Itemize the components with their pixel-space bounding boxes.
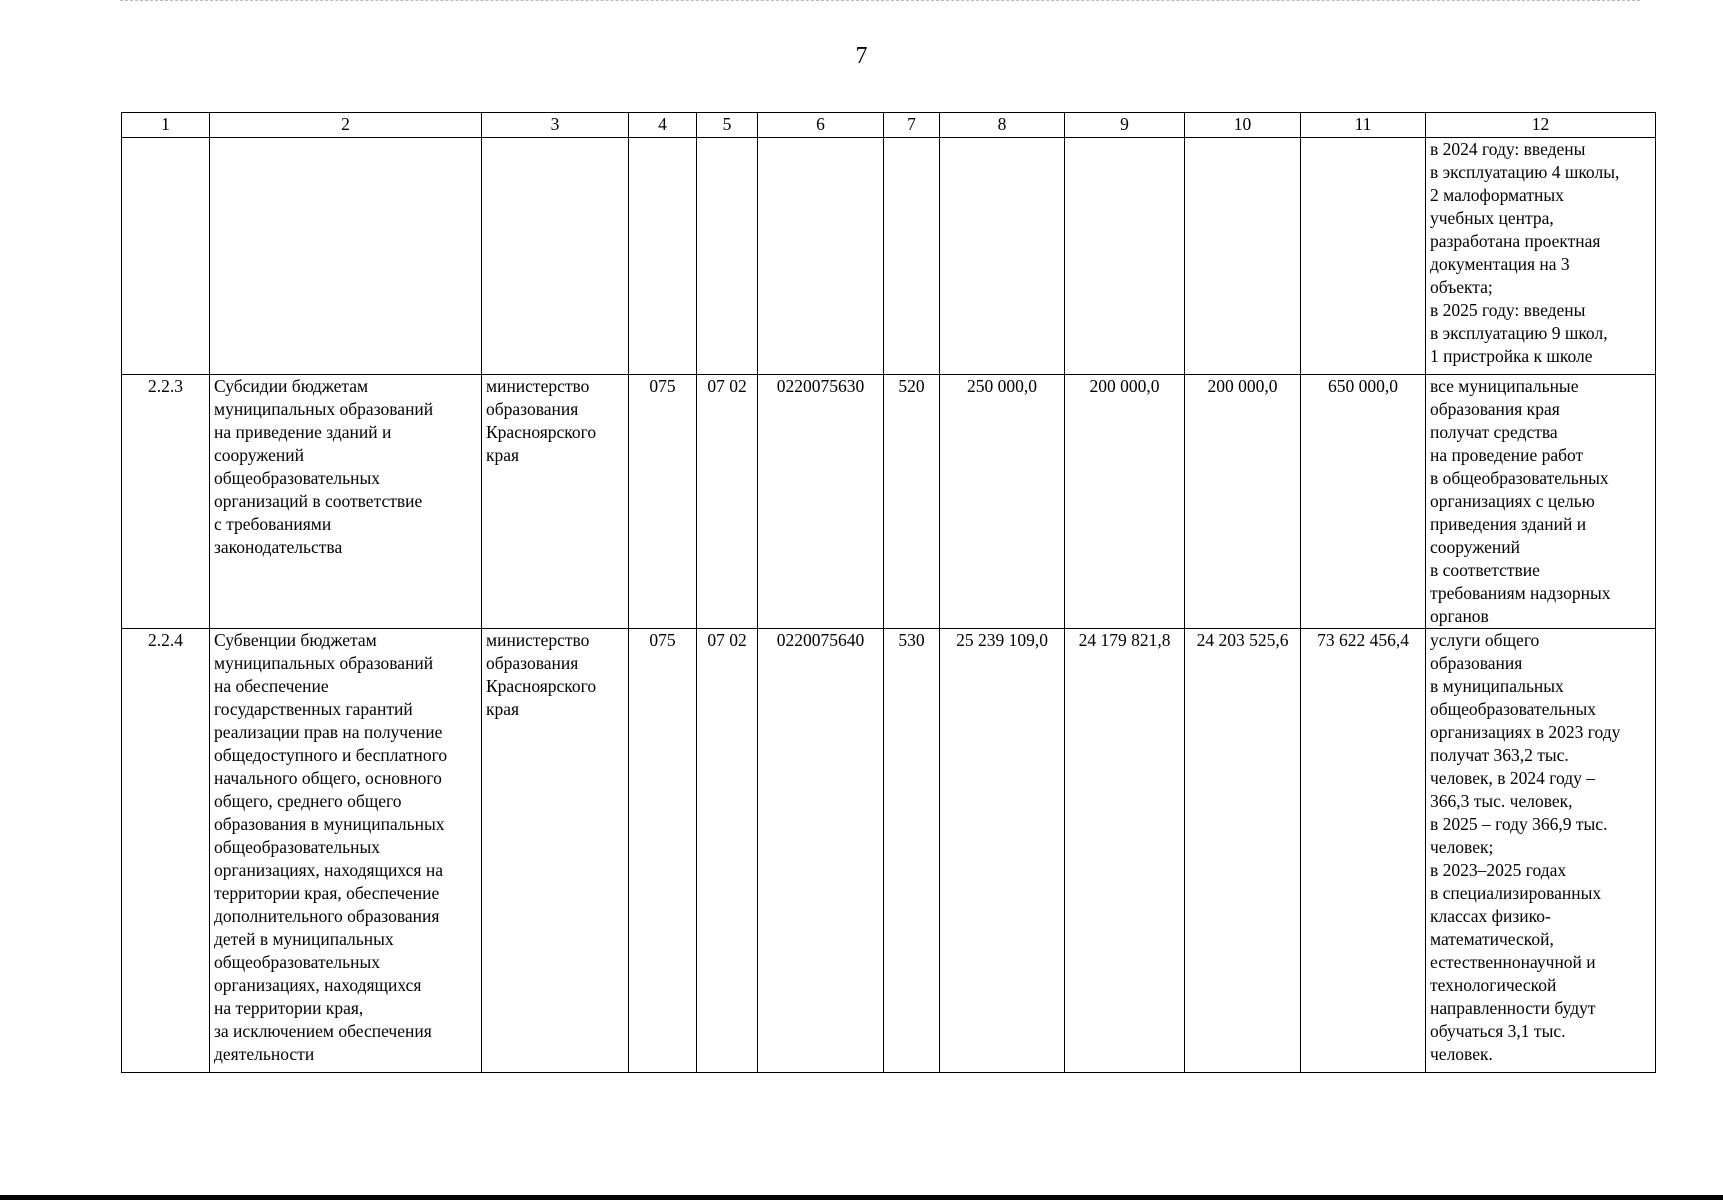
row-id — [122, 138, 210, 375]
row-csr: 0220075630 — [758, 375, 884, 629]
row-2024: 200 000,0 — [1065, 375, 1185, 629]
row-result: услуги общего образования в муниципальных общеобразовательных организациях в 2023 году получат 363,2 тыс. человек, в 2024 году – 366,3 тыс. человек, в 2025 – году 366,9 тыс. человек; в 2023–2025 годах в специализированных классах физико- математической, естественнонаучной и технологической направленности будут обучаться 3,1 тыс. человек. — [1426, 629, 1656, 1073]
row-total: 650 000,0 — [1301, 375, 1426, 629]
scan-top-border — [120, 0, 1640, 3]
column-header-1: 1 — [122, 113, 210, 138]
table-row — [122, 375, 1656, 629]
row-total — [1301, 138, 1426, 375]
row-rzpr — [697, 138, 758, 375]
table-row — [122, 138, 1656, 375]
table-row — [122, 629, 1656, 1073]
row-total: 73 622 456,4 — [1301, 629, 1426, 1073]
column-header-8: 8 — [940, 113, 1065, 138]
row-2023 — [940, 138, 1065, 375]
scan-bottom-edge — [0, 1195, 1723, 1200]
column-header-5: 5 — [697, 113, 758, 138]
row-id: 2.2.4 — [122, 629, 210, 1073]
row-vr: 530 — [884, 629, 940, 1073]
row-executor — [482, 138, 629, 375]
row-executor: министерство образования Красноярского края — [482, 375, 629, 629]
row-result: в 2024 году: введены в эксплуатацию 4 школы, 2 малоформатных учебных центра, разработана проектная документация на 3 объекта; в 2025 году: введены в эксплуатацию 9 школ, 1 пристройка к школе — [1426, 138, 1656, 375]
column-header-11: 11 — [1301, 113, 1426, 138]
column-header-3: 3 — [482, 113, 629, 138]
row-grbs: 075 — [629, 629, 697, 1073]
row-id: 2.2.3 — [122, 375, 210, 629]
column-header-7: 7 — [884, 113, 940, 138]
row-rzpr: 07 02 — [697, 629, 758, 1073]
row-2025: 24 203 525,6 — [1185, 629, 1301, 1073]
column-header-4: 4 — [629, 113, 697, 138]
column-header-6: 6 — [758, 113, 884, 138]
row-2023: 250 000,0 — [940, 375, 1065, 629]
row-2025: 200 000,0 — [1185, 375, 1301, 629]
table-header-row — [122, 113, 1656, 138]
column-header-12: 12 — [1426, 113, 1656, 138]
column-header-2: 2 — [210, 113, 482, 138]
row-grbs: 075 — [629, 375, 697, 629]
row-vr — [884, 138, 940, 375]
row-2025 — [1185, 138, 1301, 375]
column-header-10: 10 — [1185, 113, 1301, 138]
row-grbs — [629, 138, 697, 375]
program-activities-table — [121, 112, 1656, 1073]
row-name: Субвенции бюджетам муниципальных образований на обеспечение государственных гарантий реализации прав на получение общедоступного и бесплатного начального общего, основного общего, среднего общего образования в муниципальных общеобразовательных организациях, находящихся на территории края, обеспечение дополнительного образования детей в муниципальных общеобразовательных организациях, находящихся на территории края, за исключением обеспечения деятельности — [210, 629, 482, 1073]
row-2023: 25 239 109,0 — [940, 629, 1065, 1073]
row-vr: 520 — [884, 375, 940, 629]
column-header-9: 9 — [1065, 113, 1185, 138]
row-result: все муниципальные образования края получат средства на проведение работ в общеобразовательных организациях с целью приведения зданий и сооружений в соответствие требованиям надзорных органов — [1426, 375, 1656, 629]
row-executor: министерство образования Красноярского края — [482, 629, 629, 1073]
row-2024 — [1065, 138, 1185, 375]
page-number: 7 — [855, 43, 868, 69]
row-rzpr: 07 02 — [697, 375, 758, 629]
row-2024: 24 179 821,8 — [1065, 629, 1185, 1073]
row-name — [210, 138, 482, 375]
row-name: Субсидии бюджетам муниципальных образований на приведение зданий и сооружений общеобразовательных организаций в соответствие с требованиями законодательства — [210, 375, 482, 629]
row-csr: 0220075640 — [758, 629, 884, 1073]
row-csr — [758, 138, 884, 375]
